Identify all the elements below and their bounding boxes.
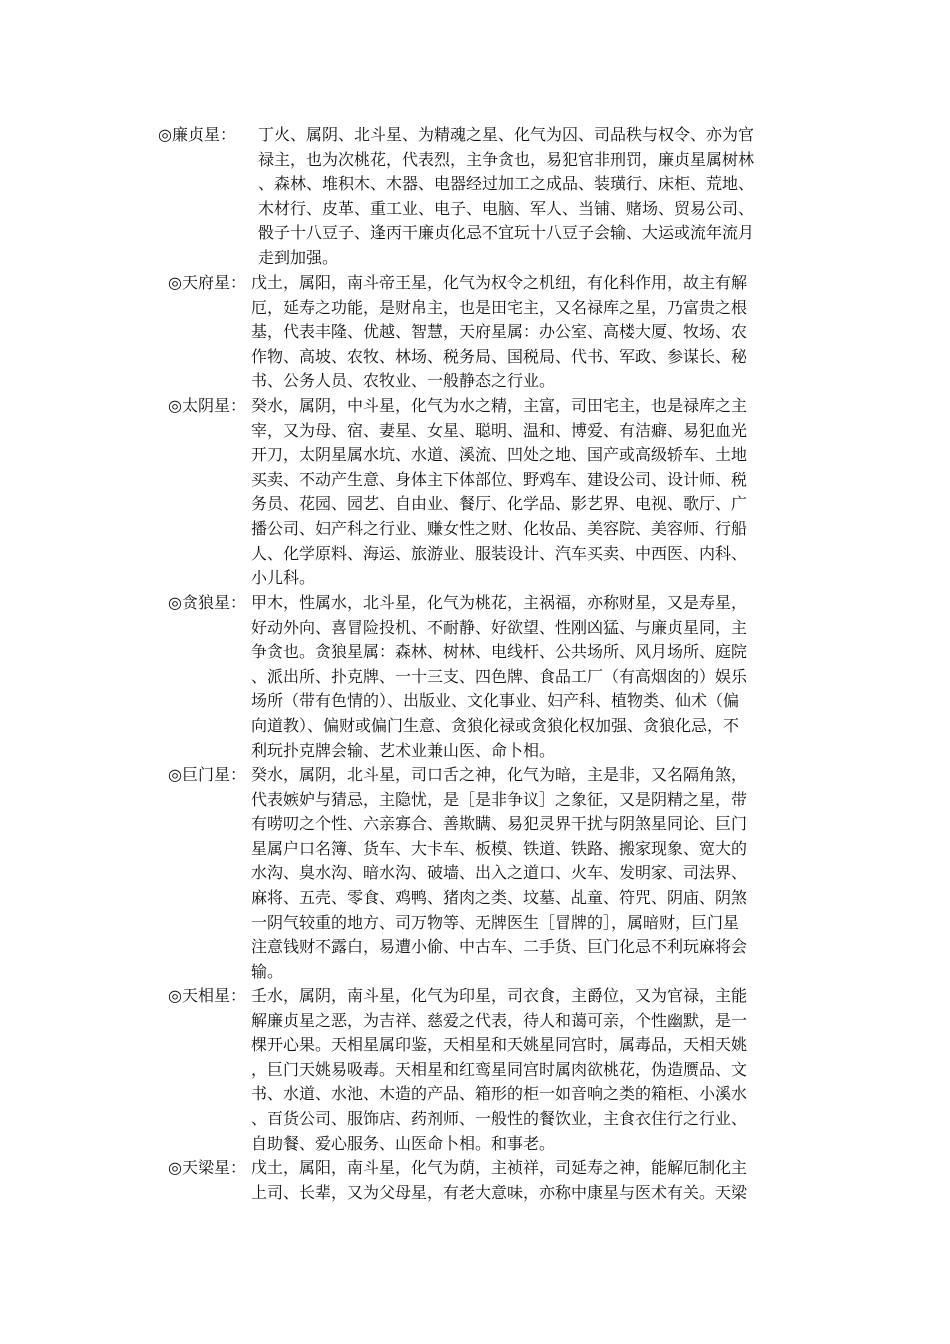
star-term-label: ◎贪狼星：: [168, 593, 246, 612]
description-line: 播公司、妇产科之行业、赚女性之财、化妆品、美容院、美容师、行船: [251, 518, 748, 538]
star-term-label: ◎廉贞星：: [158, 125, 236, 144]
description-line: 戊土，属阳，南斗帝王星，化气为权令之机纽，有化科作用，故主有解: [251, 273, 748, 292]
description-line: 水沟、臭水沟、暗水沟、破墙、出入之道口、火车、发明家、司法界、: [251, 863, 748, 883]
star-description: [258, 123, 798, 271]
description-line: 麻将、五壳、零食、鸡鸭、猪肉之类、坟墓、乩童、符咒、阴庙、阴煞: [251, 887, 748, 907]
star-term-label: ◎天梁星：: [168, 1158, 246, 1177]
description-line: 人、化学原料、海运、旅游业、服装设计、汽车买卖、中西医、内科、: [251, 543, 748, 563]
description-line: 走到加强。: [258, 247, 339, 267]
description-line: 输。: [251, 961, 284, 981]
star-description: [251, 591, 791, 763]
star-description: [251, 763, 791, 984]
description-line: 争贪也。贪狼星属：森林、树林、电线杆、公共场所、风月场所、庭院: [251, 642, 748, 662]
description-line: 、森林、堆积木、木器、电器经过加工之成品、装璜行、床柜、荒地、: [258, 174, 755, 194]
description-line: 禄主，也为次桃花，代表烈，主争贪也，易犯官非刑罚，廉贞星属树林: [258, 149, 755, 169]
description-line: 小儿科。: [251, 568, 316, 588]
description-line: 厄，延寿之功能，是财帛主，也是田宅主，又名禄库之星，乃富贵之根: [251, 297, 748, 317]
description-line: 买卖、不动产生意、身体主下体部位、野鸡车、建设公司、设计师、税: [251, 469, 748, 489]
description-line: 作物、高坡、农牧、林场、税务局、国税局、代书、军政、参谋长、秘: [251, 346, 748, 366]
description-line: 代表嫉妒与猜忌，主隐忧，是［是非争议］之象征，又是阴精之星，带: [251, 789, 748, 809]
description-line: 上司、长辈，又为父母星，有老大意味，亦称中康星与医术有关。天梁: [251, 1182, 748, 1202]
description-line: 自助餐、爱心服务、山医命卜相。和事老。: [251, 1133, 556, 1153]
star-description: [251, 984, 791, 1156]
description-line: 壬水，属阴，南斗星，化气为印星，司衣食，主爵位，又为官禄，主能: [251, 986, 748, 1005]
description-line: ，巨门天姚易吸毒。天相星和红鸾星同宫时属肉欲桃花，伪造赝品、文: [251, 1059, 748, 1079]
description-line: 利玩扑克牌会输、艺术业兼山医、命卜相。: [251, 740, 556, 760]
description-line: 书、水道、水池、木造的产品、箱形的柜一如音响之类的箱柜、小溪水: [251, 1084, 748, 1104]
description-line: 癸水，属阴，中斗星，化气为水之精，主富，司田宅主，也是禄库之主: [251, 396, 748, 415]
description-line: 骰子十八豆子、逢丙干廉贞化忌不宜玩十八豆子会输、大运或流年流月: [258, 223, 755, 243]
star-term-label: ◎太阴星：: [168, 396, 246, 415]
star-description: [251, 394, 791, 591]
description-line: 有唠叨之个性、六亲寡合、善欺瞒、易犯灵界干扰与阴煞星同论、巨门: [251, 814, 748, 834]
description-line: 、派出所、扑克牌、一十三支、四色牌、食品工厂（有高烟囱的）娱乐: [251, 666, 748, 686]
description-line: 基，代表丰隆、优越、智慧，天府星属：办公室、高楼大厦、牧场、农: [251, 322, 748, 342]
description-line: 开刀，太阴星属水坑、水道、溪流、凹处之地、国产或高级轿车、土地: [251, 445, 748, 465]
description-line: 解廉贞星之恶，为吉祥、慈爱之代表，待人和蔼可亲，个性幽默，是一: [251, 1010, 748, 1030]
description-line: 场所（带有色情的）、出版业、文化事业、妇产科、植物类、仙术（偏: [251, 691, 740, 711]
description-line: 甲木，性属水，北斗星，化气为桃花，主祸福，亦称财星，又是寿星，: [251, 593, 748, 612]
description-line: 向道教）、偏财或偏门生意、贪狼化禄或贪狼化权加强、贪狼化忌，不: [251, 715, 740, 735]
star-term-label: ◎天相星：: [168, 986, 246, 1005]
description-line: 星属户口名簿、货车、大卡车、板模、铁道、铁路、搬家现象、宽大的: [251, 838, 748, 858]
star-term-label: ◎天府星：: [168, 273, 246, 292]
star-description: [251, 271, 791, 394]
description-line: 、百货公司、服饰店、药剂师、一般性的餐饮业，主食衣住行之行业、: [251, 1108, 748, 1128]
star-term-label: ◎巨门星：: [168, 765, 246, 784]
description-line: 书、公务人员、农牧业、一般静态之行业。: [251, 371, 556, 391]
description-line: 戊土，属阳，南斗星，化气为荫，主祯祥，司延寿之神，能解厄制化主: [251, 1158, 748, 1177]
description-line: 一阴气较重的地方、司万物等、无牌医生［冒牌的］，属暗财，巨门星: [251, 912, 740, 932]
description-line: 棵开心果。天相星属印鉴，天相星和天姚星同宫时，属毒品，天相天姚: [251, 1035, 748, 1055]
description-line: 癸水，属阴，北斗星，司口舌之神，化气为暗，主是非，又名隔角煞，: [251, 765, 748, 784]
description-line: 木材行、皮革、重工业、电子、电脑、军人、当铺、赌场、贸易公司、: [258, 198, 755, 218]
description-line: 宰，又为母、宿、妻星、女星、聪明、温和、博爱、有洁癖、易犯血光: [251, 420, 748, 440]
description-line: 务员、花园、园艺、自由业、餐厅、化学品、影艺界、电视、歌厅、广: [251, 494, 748, 514]
description-line: 丁火、属阴、北斗星、为精魂之星、化气为囚、司品秩与权令、亦为官: [258, 125, 755, 144]
description-line: 好动外向、喜冒险投机、不耐静、好欲望、性刚凶猛、与廉贞星同，主: [251, 617, 748, 637]
star-description: [251, 1156, 791, 1205]
description-line: 注意钱财不露白，易遭小偷、中古车、二手货、巨门化忌不利玩麻将会: [251, 937, 748, 957]
